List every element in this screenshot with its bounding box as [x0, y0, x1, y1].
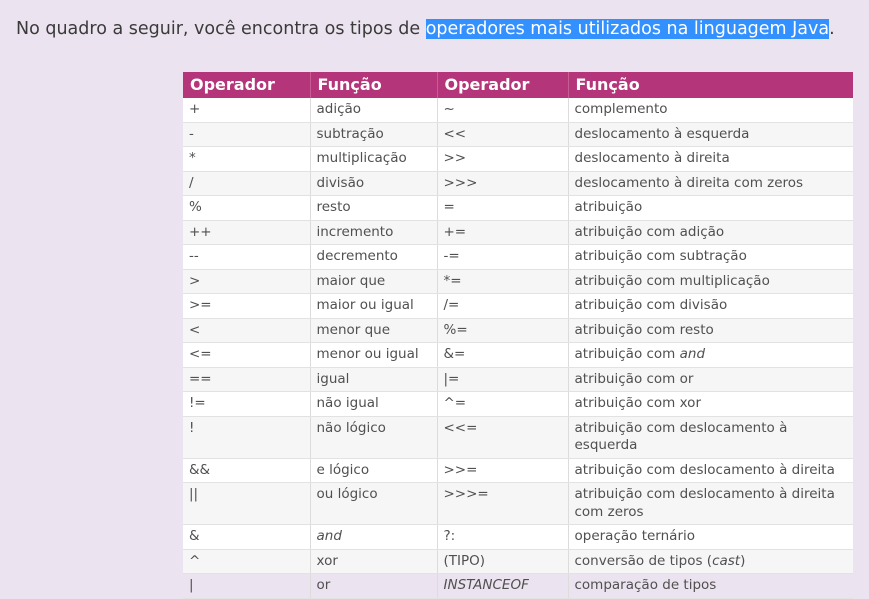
operator-cell: + [183, 98, 310, 122]
header-function-2: Função [568, 72, 853, 98]
operators-table [183, 72, 853, 599]
function-cell: ou lógico [310, 483, 437, 525]
table-row [183, 483, 853, 525]
function-cell: atribuição com or [568, 367, 853, 392]
function-cell: atribuição com resto [568, 318, 853, 343]
operator-cell: < [183, 318, 310, 343]
function-cell: operação ternário [568, 525, 853, 550]
operator-cell: += [437, 220, 568, 245]
function-cell: e lógico [310, 458, 437, 483]
function-cell: xor [310, 549, 437, 574]
operator-cell: ^ [183, 549, 310, 574]
function-cell: adição [310, 98, 437, 122]
operator-cell: >> [437, 147, 568, 172]
table-row [183, 458, 853, 483]
table-body [183, 98, 853, 598]
operator-cell: ++ [183, 220, 310, 245]
operator-cell: ~ [437, 98, 568, 122]
table-row [183, 269, 853, 294]
operator-cell: /= [437, 294, 568, 319]
function-cell: or [310, 574, 437, 599]
table-row [183, 549, 853, 574]
operator-cell: << [437, 122, 568, 147]
operator-cell: - [183, 122, 310, 147]
operators-table-container [183, 72, 853, 593]
operator-cell: >>> [437, 171, 568, 196]
table-row [183, 147, 853, 172]
function-cell: conversão de tipos (cast) [568, 549, 853, 574]
function-cell: atribuição com xor [568, 392, 853, 417]
function-cell: atribuição com multiplicação [568, 269, 853, 294]
function-cell: and [310, 525, 437, 550]
operator-cell: >>= [437, 458, 568, 483]
intro-paragraph [16, 16, 835, 42]
function-cell: decremento [310, 245, 437, 270]
operator-cell: (TIPO) [437, 549, 568, 574]
operator-cell: >>>= [437, 483, 568, 525]
operator-cell: INSTANCEOF [437, 574, 568, 599]
table-row [183, 98, 853, 122]
operator-cell: ?: [437, 525, 568, 550]
function-cell: deslocamento à direita [568, 147, 853, 172]
table-row [183, 122, 853, 147]
operator-cell: || [183, 483, 310, 525]
function-cell: deslocamento à direita com zeros [568, 171, 853, 196]
intro-highlight[interactable]: operadores mais utilizados na linguagem Java [425, 19, 830, 39]
table-row [183, 367, 853, 392]
table-row [183, 220, 853, 245]
function-cell: resto [310, 196, 437, 221]
function-cell: divisão [310, 171, 437, 196]
table-row [183, 196, 853, 221]
operator-cell: | [183, 574, 310, 599]
function-cell: não lógico [310, 416, 437, 458]
function-cell: comparação de tipos [568, 574, 853, 599]
table-row [183, 318, 853, 343]
table-row [183, 574, 853, 599]
function-cell: multiplicação [310, 147, 437, 172]
table-row [183, 171, 853, 196]
intro-text: No quadro a seguir, você encontra os tipos de [16, 19, 426, 39]
header-operator-1: Operador [183, 72, 310, 98]
operator-cell: && [183, 458, 310, 483]
function-cell: atribuição com subtração [568, 245, 853, 270]
operator-cell: *= [437, 269, 568, 294]
function-cell: menor ou igual [310, 343, 437, 368]
table-header [183, 72, 853, 98]
function-cell: atribuição com adição [568, 220, 853, 245]
header-function-1: Função [310, 72, 437, 98]
table-row [183, 416, 853, 458]
operator-cell: ^= [437, 392, 568, 417]
operator-cell: <= [183, 343, 310, 368]
operator-cell: -= [437, 245, 568, 270]
header-row [183, 72, 853, 98]
header-operator-2: Operador [437, 72, 568, 98]
function-cell: incremento [310, 220, 437, 245]
intro-text-end: . [829, 19, 835, 39]
operator-cell: >= [183, 294, 310, 319]
function-cell: atribuição com and [568, 343, 853, 368]
operator-cell: != [183, 392, 310, 417]
function-cell: igual [310, 367, 437, 392]
table-row [183, 343, 853, 368]
function-cell: deslocamento à esquerda [568, 122, 853, 147]
function-cell: subtração [310, 122, 437, 147]
operator-cell: ! [183, 416, 310, 458]
function-cell: maior que [310, 269, 437, 294]
function-cell: atribuição com deslocamento à direita [568, 458, 853, 483]
operator-cell: &= [437, 343, 568, 368]
operator-cell: %= [437, 318, 568, 343]
function-cell: atribuição com divisão [568, 294, 853, 319]
operator-cell: / [183, 171, 310, 196]
operator-cell: == [183, 367, 310, 392]
function-cell: atribuição com deslocamento à direita com zeros [568, 483, 853, 525]
function-cell: não igual [310, 392, 437, 417]
operator-cell: * [183, 147, 310, 172]
table-row [183, 392, 853, 417]
table-row [183, 294, 853, 319]
operator-cell: % [183, 196, 310, 221]
function-cell: maior ou igual [310, 294, 437, 319]
operator-cell: <<= [437, 416, 568, 458]
operator-cell: = [437, 196, 568, 221]
function-cell: atribuição [568, 196, 853, 221]
function-cell: atribuição com deslocamento à esquerda [568, 416, 853, 458]
function-cell: menor que [310, 318, 437, 343]
table-row [183, 525, 853, 550]
operator-cell: > [183, 269, 310, 294]
operator-cell: & [183, 525, 310, 550]
operator-cell: |= [437, 367, 568, 392]
table-row [183, 245, 853, 270]
operator-cell: -- [183, 245, 310, 270]
function-cell: complemento [568, 98, 853, 122]
